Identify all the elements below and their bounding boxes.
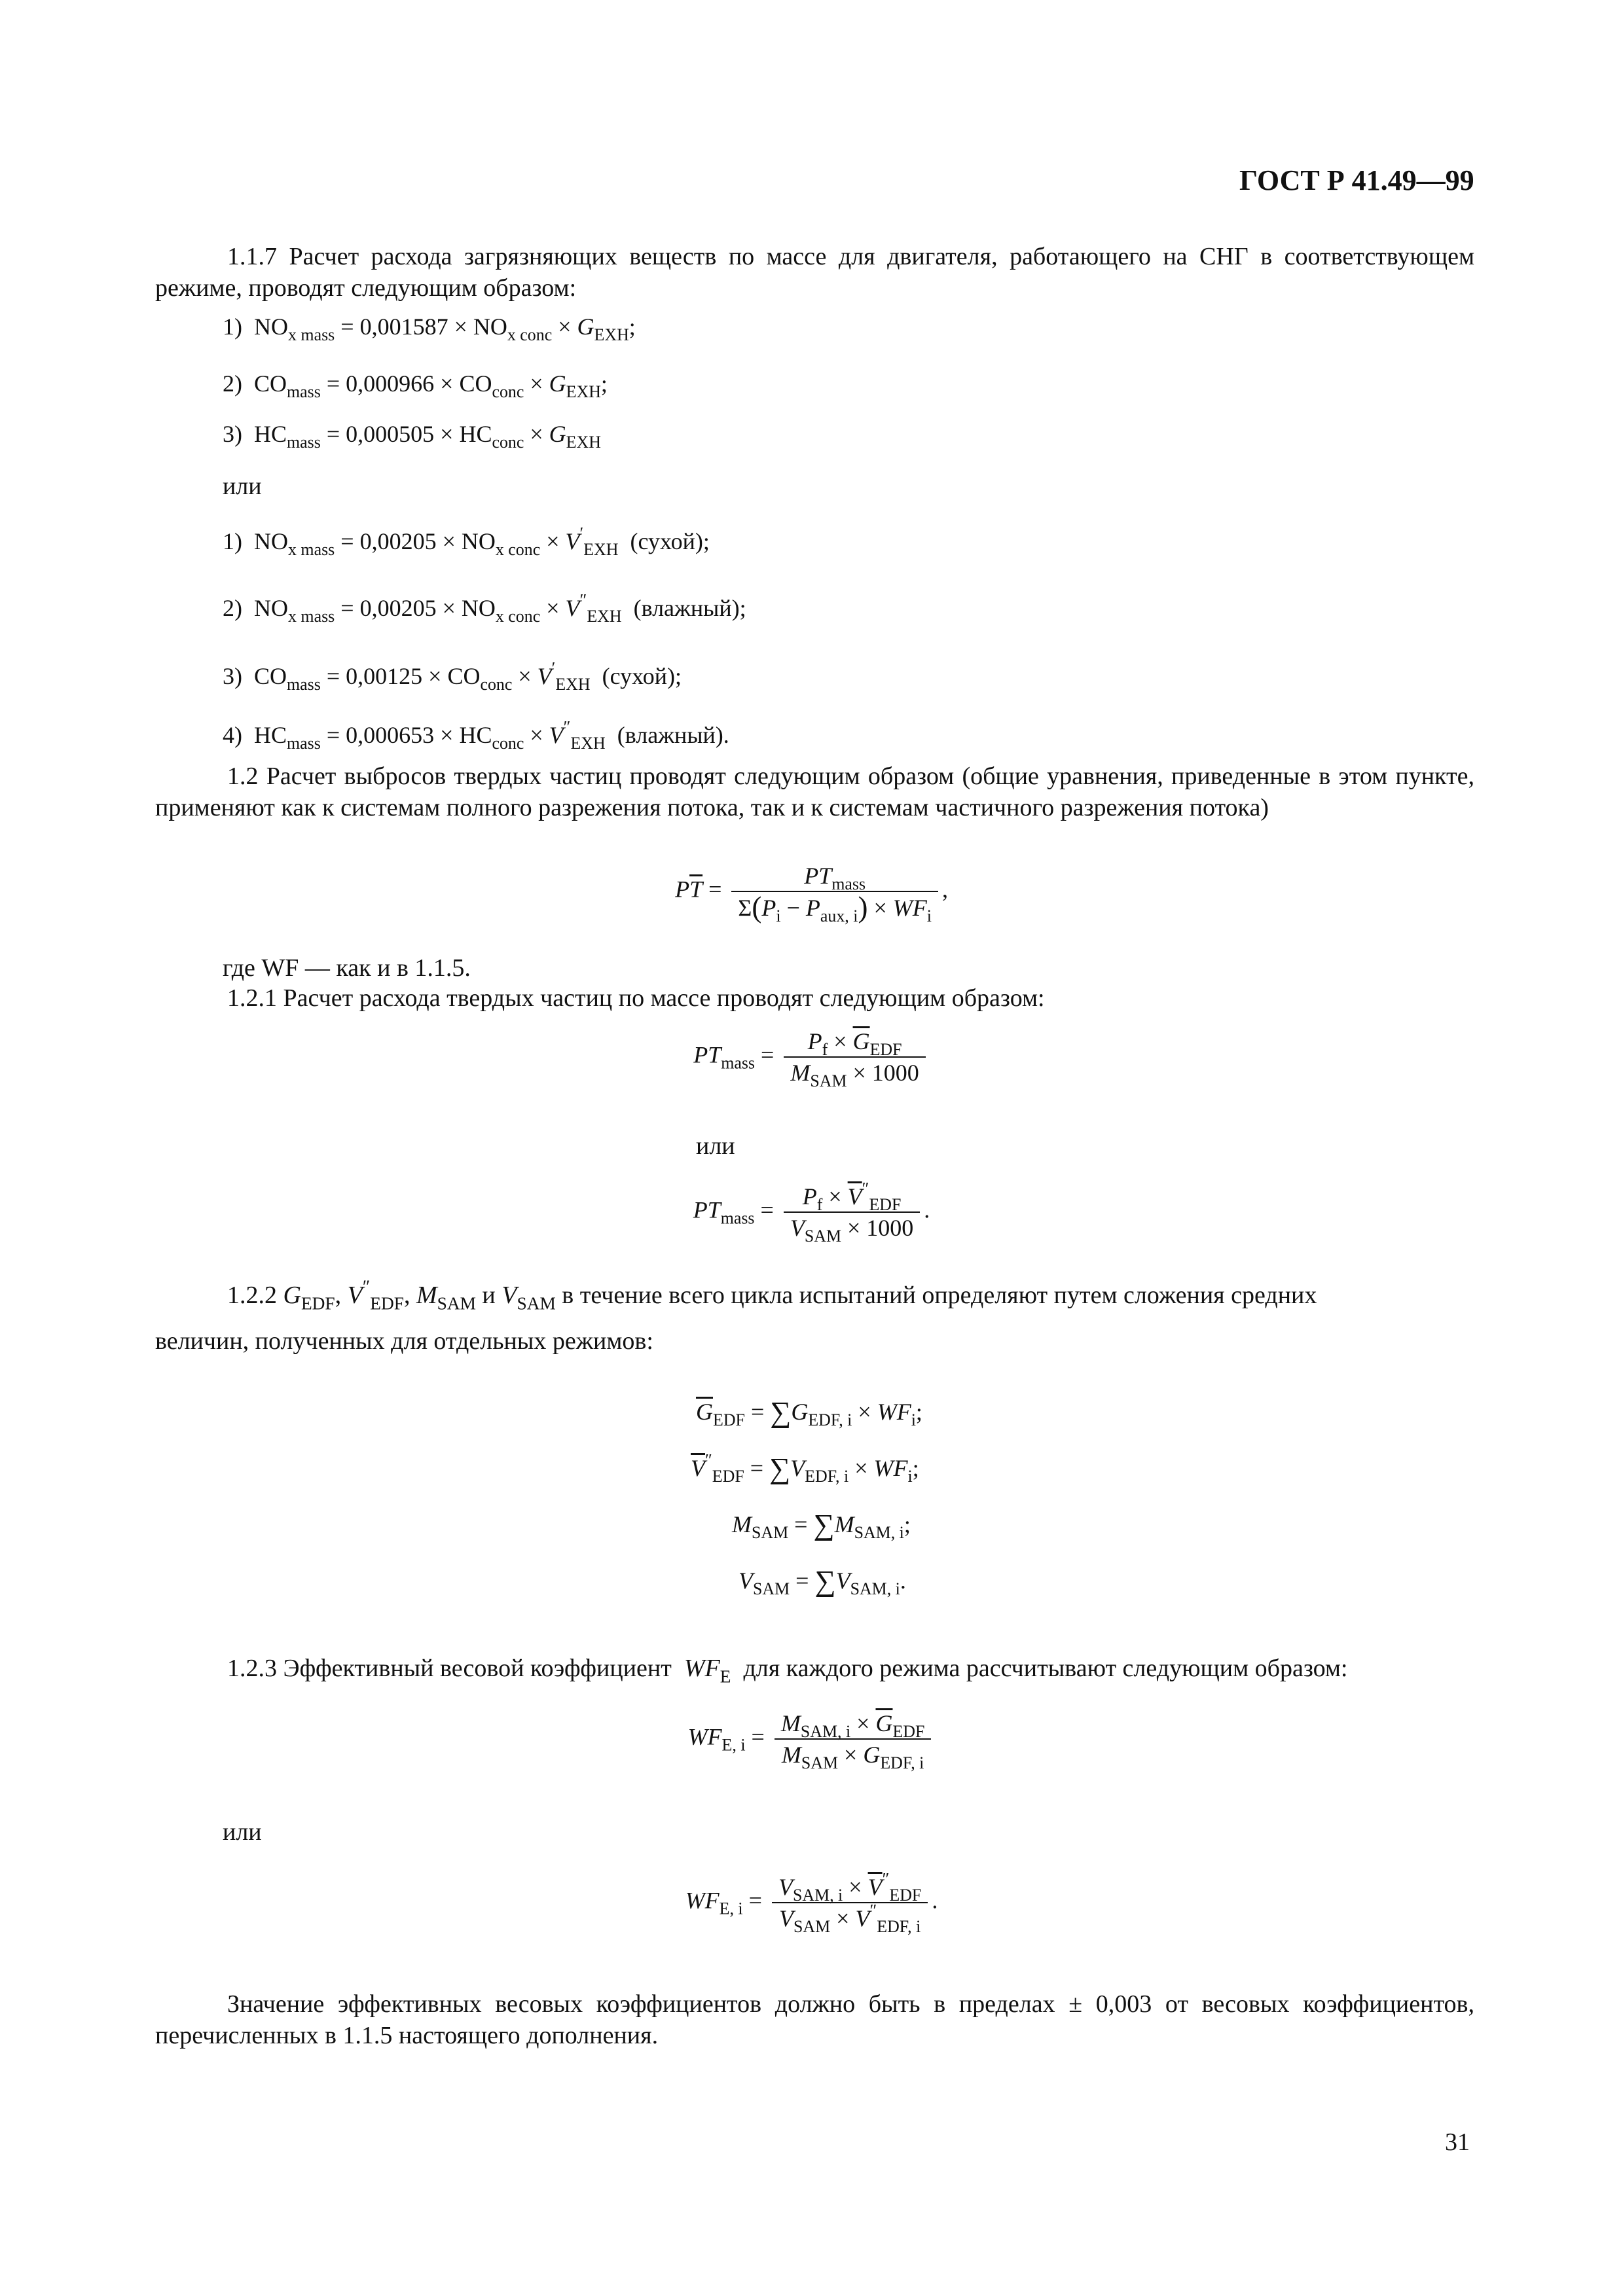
or-text-2: или [696,1132,735,1160]
section-117-intro: 1.1.7 Расчет расхода загрязняющих веществ по массе для двигателя, работающего на СНГ в соответствующем режиме, проводят следующим образом: [155,243,1474,302]
formula-v-sam-sum: $V_{SAM} = \sum V_{SAM, i}$. [739,1564,906,1599]
formula-hc-mass-1: 3) $HC_{mass} = 0,000505 \times HC_{conc} \times G_{EXH}$ [223,421,601,452]
formula-pt-mass-g: $PT_{mass}$ = $\frac{P_f \times \overline{G}_{EDF}}{M_{SAM} \times 1000}$ [0,1026,1623,1088]
formula-nox-mass-dry: 1) $NO_{x mass} = 0,00205 \times NO_{x conc} \times V'_{EXH}$ (сухой); [223,524,710,560]
or-text-3: или [223,1818,262,1846]
page-number: 31 [1445,2128,1470,2156]
formula-wf-e-v: $WF_{E, i}$ = $\frac{V_{SAM, i} \times \overline{V}''_{EDF}}{V_{SAM} \times V''_{EDF, i}}$ . [685,1869,938,1937]
or-text-1: или [223,473,262,500]
section-12-intro: 1.2 Расчет выбросов твердых частиц проводят следующим образом (общие уравнения, приведенные в этом пункте, применяют как к системам полного разрежения потока, так и к системам частичного разрежения потока) [155,762,1474,821]
formula-co-mass-1: 2) $CO_{mass} = 0,000966 \times CO_{conc} \times G_{EXH}$; [223,370,608,402]
section-123-intro: 1.2.3 Эффективный весовой коэффициент $WF_E$ для каждого режима рассчитывают следующим образом: [227,1655,1348,1687]
formula-pt-mass-v: $PT_{mass}$ = $\frac{P_f \times \overline{V}''_{EDF}}{V_{SAM} \times 1000}$ . [693,1179,930,1246]
section-122-intro: 1.2.2 $G_{EDF}$, $V''_{EDF}$, $M_{SAM}$ и $V_{SAM}$ в течение всего цикла испытаний определяют путем сложения средних [227,1276,1317,1314]
formula-g-edf-sum: $\overline{G}_{EDF} = \sum G_{EDF, i} \times WF_i$; [696,1395,922,1430]
formula-co-mass-dry: 3) $CO_{mass} = 0,00125 \times CO_{conc} \times V'_{EXH}$ (сухой); [223,658,682,694]
formula-m-sam-sum: $M_{SAM} = \sum M_{SAM, i}$; [732,1508,911,1543]
formula-v-edf-sum: $\overline{V}''_{EDF} = \sum V_{EDF, i} \times WF_i$; [691,1450,919,1486]
doc-number: ГОСТ Р 41.49—99 [1239,164,1474,196]
formula-nox-mass-1: 1) $NO_{x mass} = 0,001587 \times NO_{x conc} \times G_{EXH}$; [223,314,636,345]
section-121-intro: 1.2.1 Расчет расхода твердых частиц по массе проводят следующим образом: [227,984,1045,1012]
formula-hc-mass-wet: 4) $HC_{mass} = 0,000653 \times HC_{conc} \times V''_{EXH}$ (влажный). [223,717,729,753]
formula-wf-e-g: $WF_{E, i}$ = $\frac{M_{SAM, i} \times \overline{G}_{EDF}}{M_{SAM} \times G_{EDF, i}}$ [0,1708,1623,1770]
closing-paragraph: Значение эффективных весовых коэффициентов должно быть в пределах ± 0,003 от весовых коэффициентов, перечисленных в 1.1.5 настоящего дополнения. [155,1990,1474,2049]
formula-nox-mass-wet: 2) $NO_{x mass} = 0,00205 \times NO_{x conc} \times V''_{EXH}$ (влажный); [223,590,746,626]
where-note: где WF — как и в 1.1.5. [223,954,471,982]
section-122-line2: величин, полученных для отдельных режимов: [155,1327,653,1355]
formula-pt-average: $P\overline{T}$ = $\frac{PT_{mass}}{\Sigma(P_i - P_{aux, i}) \times WF_i}$ , [0,861,1623,923]
